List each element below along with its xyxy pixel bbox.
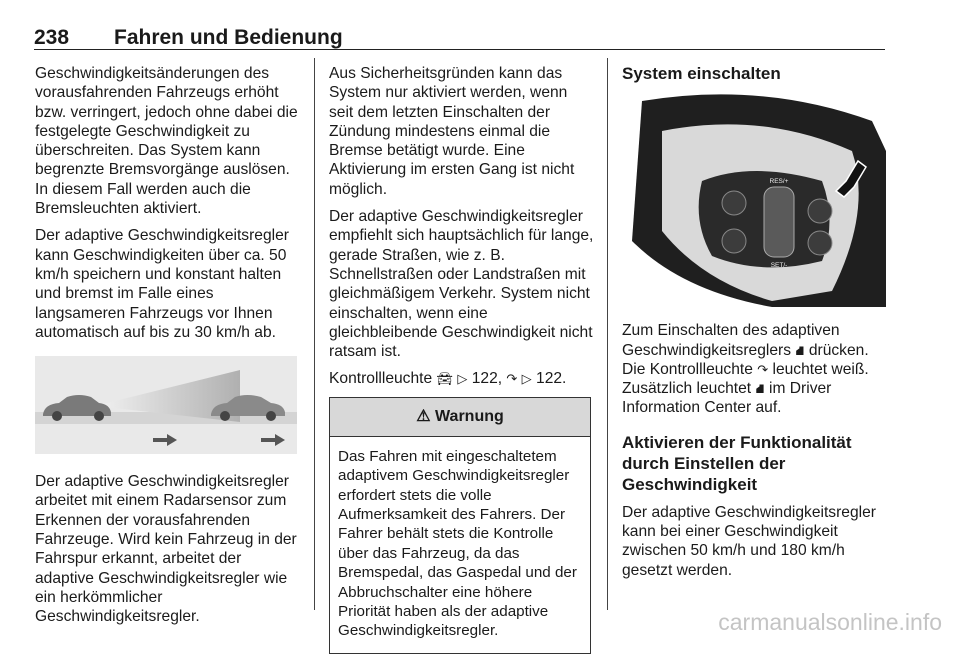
column-1 (35, 64, 301, 635)
page-number: 238 (34, 26, 70, 49)
paragraph: Der adaptive Geschwindigkeitsregler arbeitet mit einem Radarsensor zum Erkennen der vorausfahrenden Fahrzeuge. Wird kein Fahrzeug in der Fahrspur erkannt, arbeitet der adaptive Geschwindigkeitsregler wie ein herkömmlicher Geschwindigkeitsregler. (35, 473, 297, 626)
watermark: carmanualsonline.info (718, 609, 942, 635)
cancel-button-icon (722, 229, 746, 253)
paragraph: Der adaptive Geschwindigkeitsregler kann bei einer Geschwindigkeit zwischen 50 km/h und 180 km/h gesetzt werden. (622, 503, 876, 579)
cruise-button-icon (722, 191, 746, 215)
column-divider-2 (607, 58, 608, 610)
column-2 (329, 64, 595, 654)
gap-button-icon (808, 231, 832, 255)
car-indicator-icon: 🚘︎ (436, 371, 454, 387)
header-rule (34, 49, 885, 50)
res-label: RES/+ (769, 178, 789, 186)
page-ref-icon: ▷ (457, 371, 468, 387)
column-3 (622, 64, 888, 588)
indicator-label: Kontrollleuchte (329, 370, 433, 388)
paragraph: Aus Sicherheitsgründen kann das System nur aktiviert werden, wenn seit dem letzten Einschalten der Zündung mindestens einmal die Bremse betätigt wurde. Eine Aktivierung im ersten Gang ist nicht möglich. (329, 65, 575, 198)
adaptive-cruise-icon: ⛘ (755, 381, 765, 397)
column-divider-1 (314, 58, 315, 610)
paragraph: Geschwindigkeitsänderungen des vorausfahrenden Fahrzeugs erhöht bzw. verringert, jedoch ohne dabei die festgelegte Geschwindigkeit zu überschreiten. Das System kann begrenzte Bremsvorgänge auslösen. In diesem Fall werden auch die Bremsleuchten aktiviert. (35, 65, 298, 218)
warning-header (330, 398, 590, 437)
adaptive-cruise-button-icon (808, 199, 832, 223)
section-heading: Aktivieren der Funktionalität durch Einstellen der Geschwindigkeit (622, 432, 852, 494)
steering-wheel-photo (622, 91, 886, 307)
warning-icon: ⚠ (416, 407, 431, 425)
radar-diagram (35, 356, 297, 454)
page-ref-2: 122 (536, 370, 563, 388)
cruise-indicator-icon: ↷ (757, 361, 769, 377)
page-header (34, 16, 884, 50)
adaptive-cruise-icon: ⛘ (795, 342, 805, 358)
cruise-indicator-icon: ↷ (506, 371, 518, 387)
paragraph: Der adaptive Geschwindigkeitsregler kann Geschwindigkeiten über ca. 50 km/h speichern und konstant halten und bremst im Falle eines langsameren Fahrzeugs vor Ihnen automatisch auf bis zu 30 km/h ab. (35, 227, 289, 341)
page-ref-icon: ▷ (521, 371, 532, 387)
indicator-reference: Kontrollleuchte 🚘︎ ▷ 122, ↷ ▷ 122. (329, 370, 567, 388)
chapter-title: Fahren und Bedienung (114, 26, 343, 49)
warning-box (329, 397, 591, 654)
warning-text: Das Fahren mit eingeschaltetem adaptivem Geschwindigkeitsregler erfordert stets die volle Aufmerksamkeit des Fahrers. Der Fahrer behält stets die Kontrolle über das Fahrzeug, da das Bremspedal, das Gaspedal und der Abbruchschalter eine höhere Priorität haben als der adaptive Geschwindigkeitsregler. (338, 447, 577, 640)
paragraph (622, 321, 888, 417)
set-label: SET/- (770, 262, 788, 270)
text-span: drücken. Die Kontrollleuchte (622, 341, 869, 378)
text-span: im Driver Information Center auf. (622, 380, 832, 417)
warning-title: Warnung (435, 407, 504, 425)
page-ref-1: 122 (471, 370, 498, 388)
section-heading: System einschalten (622, 64, 781, 83)
text-span: Zum Einschalten des adaptiven Geschwindigkeitsreglers (622, 322, 840, 359)
text-span: leuchtet weiß. Zusätzlich leuchtet (622, 360, 869, 398)
paragraph: Der adaptive Geschwindigkeitsregler empfiehlt sich hauptsächlich für lange, gerade Straßen, wie z. B. Schnellstraßen oder Landstraßen mit gleichmäßigem Verkehr. System nicht einschalten, wenn eine gleichbleibende Geschwindigkeit nicht ratsam ist. (329, 208, 594, 361)
res-set-rocker (764, 187, 794, 257)
